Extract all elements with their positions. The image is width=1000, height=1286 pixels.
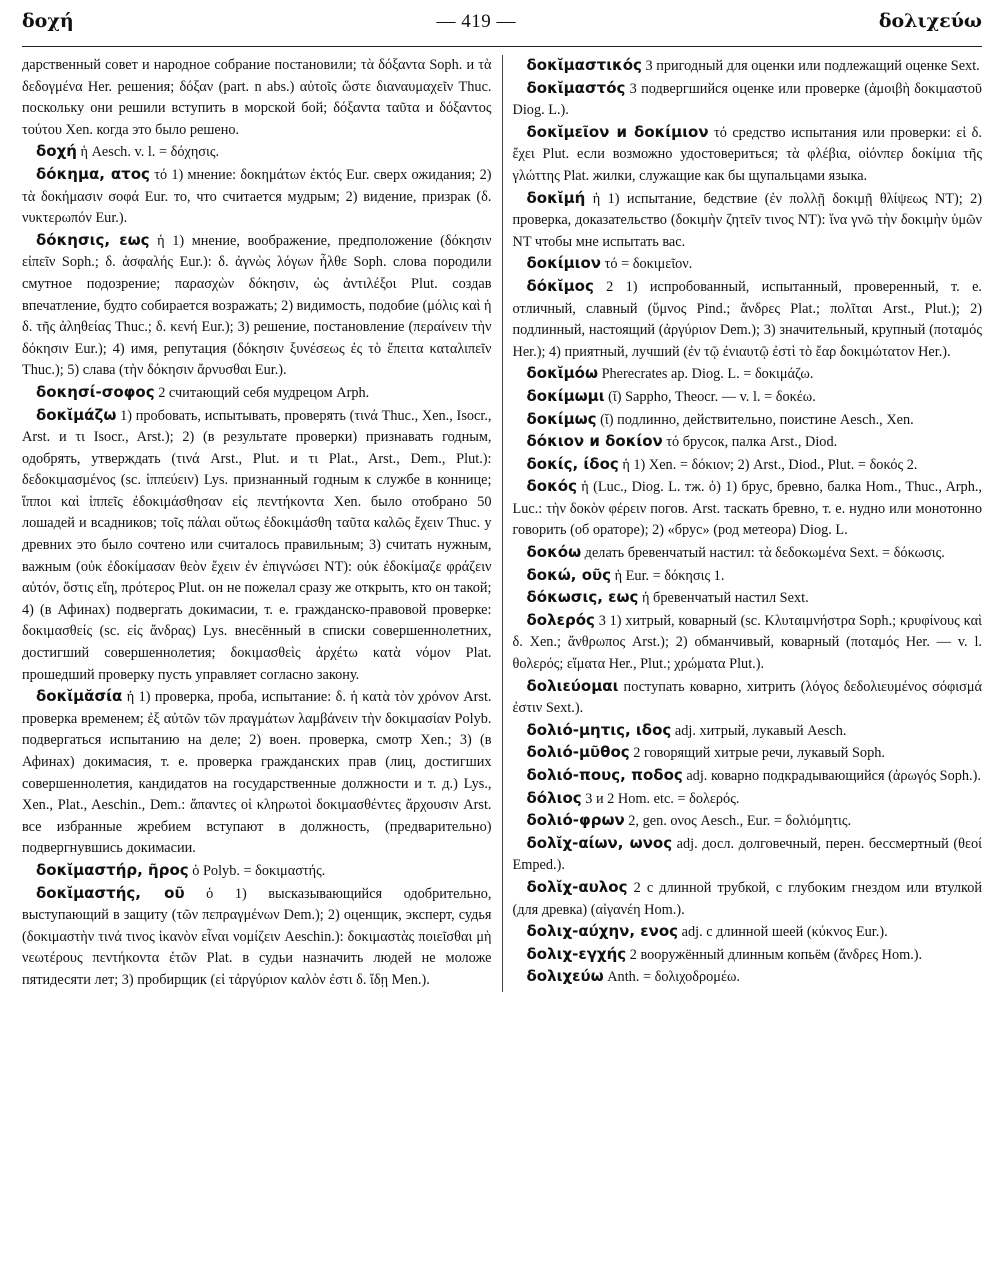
entry-headword: δολιό-μῦθος	[526, 743, 630, 762]
entry-body: ἡ 1) Xen. = δόκιον; 2) Arst., Diod., Plut. = δοκός 2.	[618, 456, 918, 473]
entry-headword: δοκίς, ίδος	[526, 454, 619, 473]
running-head-right: δολιχεύω	[878, 10, 982, 32]
entry-body: ἡ Eur. = δόκησις 1.	[611, 567, 725, 584]
entry-body: делать бревенчатый настил: τὰ δεδοκωμένα Sext. = δόκωσις.	[581, 545, 945, 562]
dictionary-entry	[513, 944, 983, 967]
entry-continuation: дарственный совет и народное собрание постановили; τὰ δόξαντα Soph. и τὰ δεδογμένα Her. решения; δόξαν (part. n abs.) αὐτοῖς ὥστε διαναυμαχεῖν Thuc. поскольку они решили вступить в морской бой; δόξαντα ταῦτα и δόξαντος τούτου Xen. когда это было решено.	[22, 57, 492, 138]
entry-body: 2 вооружённый длинным копьём (ἄνδρες Hom.).	[626, 946, 923, 963]
entry-body: 2 1) испробованный, испытанный, проверенный, т. е. отличный, славный (ὕμνος Pind.; ἄνδρες Plat.; πολῖται Arst., Plut.); 2) подлинный, настоящий (ἀργύριον Dem.); 3) значительный, крупный (ποταμός Her.); 4) приятный, лучший (ἐν τῷ ἐνιαυτῷ ἐστὶ τὸ ἔαρ δοκιμώτατον Her.).	[512, 278, 982, 360]
dictionary-entry	[513, 253, 983, 276]
entry-headword: δολιό-φρων	[526, 811, 625, 830]
dictionary-entry	[22, 405, 492, 687]
entry-headword: δολιχεύω	[526, 967, 604, 986]
dictionary-entry	[513, 610, 983, 676]
entry-headword: δολιχ-εγχής	[526, 944, 627, 963]
entry-body: τό 1) мнение: δοκημάτων ἐκτός Eur. сверх ожидания; 2) τὰ δοκήμασιν σοφά Eur. то, что считается мудрым; 2) видение, призрак (δ. νυκτερωπόν Eur.).	[22, 166, 492, 227]
entry-body: ἡ 1) испытание, бедствие (ἐν πολλῇ δοκιμῇ θλίψεως NT); 2) проверка, доказательство (δοκιμὴν ζητεῖν τινος NT): ἵνα γνῶ τὴν δοκιμὴν ὑμῶν NT чтобы мне испытать вас.	[512, 190, 982, 250]
entry-body: Pherecrates ap. Diog. L. = δοκιμάζω.	[598, 366, 814, 383]
dictionary-entry	[513, 454, 983, 477]
dictionary-entry	[513, 542, 983, 565]
entry-body: τό брусок, палка Arst., Diod.	[662, 434, 838, 451]
entry-headword: δόκωσις, εως	[526, 588, 639, 607]
entry-headword: δολῐχ-αυλος	[526, 877, 628, 896]
entry-body: ἡ Aesch. v. l. = δόχησις.	[76, 144, 220, 161]
entry-body: 1) пробовать, испытывать, проверять (τινά Thuc., Xen., Isocr., Arst. и τι Isocr., Arst.); 2) (в результате проверки) признавать годным, одобрять, утверждать (τινά Arst., Plut. и τι Plat., Arst., Dem., Plut.): δεδοκιμασμένος (sc. ἱππεύειν) Lys. признанный годным к службе в коннице; ἵπποι καὶ ἱππεῖς ἐδοκιμάσθησαν εἰς πεντήκοντα Xen. было отобрано 50 лошадей и всадников; τοῖς πάλαι οὕτως ἐδοκιμάσθη ταῦτα καλῶς ἔχειν Thuc. у древних это было сочтено или считалось правильным; 3) считать нужным, важным (οὐκ ἐδοκίμασαν θεὸν ἔχειν ἐν ἐπιγνώσει NT): οὐκ ἐδοκίμαζε φράζειν αὐτόν, ὅστις εἴη, πρότερος Plut. он не пожелал сразу же открыть, кто он такой; 4) (в Афинах) подвергать докимасии, т. е. гражданско-правовой проверке: δοκιμασθείς (sc. εἰς ἄνδρας) Lys. внесённый в списки совершеннолетних, достигший совершеннолетия; δοκιμασθεὶς ἀρχέτω κατὰ νόμον Plat. прошедший проверку пусть управляет согласно закону.	[22, 407, 492, 683]
entry-body: 3 и 2 Hom. etc. = δολερός.	[581, 790, 740, 807]
entry-headword: δόκῐμος	[526, 276, 594, 295]
entry-headword: δοκώ, οῦς	[526, 565, 612, 584]
entry-headword: δοκός	[526, 477, 577, 496]
dictionary-entry	[22, 860, 492, 883]
dictionary-entry	[22, 883, 492, 992]
dictionary-entry	[513, 55, 983, 78]
dictionary-entry	[22, 230, 492, 382]
entry-headword: δόλιος	[526, 788, 582, 807]
entry-body: adj. с длинной шеей (κύκνος Eur.).	[678, 924, 888, 941]
entry-headword: δοκησί-σοφος	[36, 382, 155, 401]
entry-headword: δοκῐμᾰσία	[36, 687, 123, 706]
entry-headword: δοκῐμαστός	[526, 78, 626, 97]
dictionary-entry	[513, 966, 983, 989]
entry-body: Anth. = δολιχοδρομέω.	[603, 969, 740, 986]
columns	[22, 55, 982, 992]
entry-headword: δόκησις, εως	[36, 230, 150, 249]
entry-body: ἡ бревенчатый настил Sext.	[638, 590, 809, 607]
entry-headword: δολῐχ-αίων, ωνος	[526, 833, 673, 852]
page-number: — 419 —	[436, 11, 516, 32]
entry-headword: δοκόω	[526, 543, 582, 562]
entry-headword: δόκημα, ατος	[36, 164, 150, 183]
entry-headword: δοκῐμεῖον и δοκίμιον	[526, 122, 709, 141]
dictionary-entry	[22, 164, 492, 230]
dictionary-entry	[513, 676, 983, 720]
entry-body: ὁ Polyb. = δοκιμαστής.	[188, 862, 326, 879]
entry-headword: δολιό-μητις, ιδος	[526, 720, 672, 739]
entry-headword: δοκῐμαστικός	[526, 56, 642, 74]
dictionary-entry	[513, 765, 983, 788]
entry-headword: δοκῐμάζω	[36, 405, 117, 424]
entry-body: 3 1) хитрый, коварный (sc. Κλυταιμνήστρα Soph.; κρυφίνους καὶ δ. Xen.; ἄνθρωπος Arst.); 2) обманчивый, коварный (ποταμός Her. — v. l. θολερός; εἵματα Her., Plut.; χρώματα Plut.).	[512, 612, 982, 673]
page-header	[22, 10, 982, 47]
entry-body: 2 считающий себя мудрецом Arph.	[154, 384, 370, 401]
dictionary-entry	[22, 382, 492, 405]
dictionary-entry	[513, 122, 983, 188]
entry-headword: δοκίμως	[526, 409, 597, 428]
dictionary-entry	[513, 386, 983, 409]
dictionary-entry	[513, 188, 983, 254]
entry-body: adj. хитрый, лукавый Aesch.	[671, 722, 847, 739]
dictionary-entry	[513, 788, 983, 811]
entry-body: adj. досл. долговечный, перен. бессмертный (θεοί Emped.).	[512, 835, 982, 874]
entry-body: 3 пригодный для оценки или подлежащий оценке Sext.	[641, 58, 980, 74]
dictionary-entry	[513, 921, 983, 944]
dictionary-entry	[513, 276, 983, 363]
entry-headword: δολερός	[526, 610, 595, 629]
left-column	[22, 55, 502, 992]
dictionary-entry	[513, 587, 983, 610]
entry-body: ὁ 1) высказывающийся одобрительно, выступающий в защиту (τῶν πεπραγμένων Dem.); 2) оценщик, эксперт, судья (δοκιμαστὴν τινά τινος ἱκανὸν εἶναι νομίζειν Aeschin.): δοκιμαστὰς ποιεῖσθαι μὴ νεωτέρους πεντήκοντα ἐτῶν Plat. в судьи назначить людей не моложе пятидесяти лет; 3) пробирщик (εἰ τἀργύριον καλὸν ἐστι δ. ἴδῃ Men.).	[22, 885, 492, 988]
dictionary-entry	[22, 141, 492, 164]
entry-headword: δοκίμωμι	[526, 386, 605, 405]
dictionary-entry	[513, 431, 983, 454]
entry-body: adj. коварно подкрадывающийся (ἀρωγός Soph.).	[682, 768, 981, 784]
running-head-left: δοχή	[22, 10, 74, 32]
entry-body: (ῐ) подлинно, действительно, поистине Aesch., Xen.	[596, 411, 914, 428]
entry-headword: δοκῐμόω	[526, 364, 598, 383]
entry-body: 2 говорящий хитрые речи, лукавый Soph.	[629, 745, 885, 762]
entry-body: ἡ 1) мнение, воображение, предположение (δόκησιν εἰπεῖν Soph.; δ. ἀσφαλής Eur.): δ. ἀγνὼς λόγων ἦλθε Soph. слова породили смутное подозрение; παρασχὼν δόκησιν, ὡς ἀντιλέξοι Plut. создав впечатление, будто собирается возражать; 2) видимость, подобие (μόλις καὶ ἡ δ. τῆς ἀληθείας Thuc.; δ. κενή Eur.); 3) решение, постановление (περαίνειν τὴν δόκησιν Eur.); 4) имя, репутация (δόκησιν ξυνέσεως ἐς τὸ ἔπειτα καταλιπεῖν Thuc.); 5) слава (τὴν δόκησιν ἄρνυσθαι Eur.).	[22, 232, 492, 379]
entry-body: ἡ 1) проверка, проба, испытание: δ. ἡ κατὰ τὸν χρόνον Arst. проверка временем; ἐξ αὐτῶν τῶν πραγμάτων λαμβάνειν τὴν δοκιμασίαν Polyb. подвергаться испытанию на деле; 2) воен. проверка, смотр Xen.; 3) (в Афинах) докимасия, т. е. проверка гражданских прав (лиц, достигших совершеннолетия, кандидатов на государственные должности и т. д.) Lys., Xen., Plat., Aeschin., Dem.: ἅπαντες οἱ κληρωτοὶ δοκιμασθέντες ἄρχουσιν Arst. все избранные жребием вступают в должность, (предварительно) подвергнувшись докимасии.	[22, 689, 492, 857]
entry-headword: δοκῐμαστήρ, ῆρος	[36, 860, 189, 879]
entry-headword: δοκῐμή	[526, 188, 586, 207]
entry-body: 2 с длинной трубкой, с глубоким гнездом или втулкой (для древка) (αἰγανέη Hom.).	[512, 879, 982, 918]
entry-body: τό = δοκιμεῖον.	[601, 256, 693, 273]
dictionary-entry	[513, 877, 983, 921]
dictionary-entry	[513, 476, 983, 542]
dictionary-entry	[513, 742, 983, 765]
entry-body: 3 подвергшийся оценке или проверке (ἀμοιβὴ δοκιμαστοῦ Diog. L.).	[512, 80, 982, 119]
entry-body: τό средство испытания или проверки: εἰ δ. ἔχει Plut. если возможно удостовериться; τὰ φλέβια, οἱόνπερ δοκίμια τῆς γλώττης Plat. жилки, служащие как бы щупальцами языка.	[512, 124, 982, 184]
dictionary-entry	[513, 363, 983, 386]
dictionary-entry	[513, 565, 983, 588]
entry-body: ἡ (Luc., Diog. L. тж. ὁ) 1) брус, бревно, балка Hom., Thuc., Arph., Luc.: τὴν δοκὸν φέρειν погов. Arst. таскать бревно, т. е. нудно или монотонно говорить (об ораторе); 2) «брус» (род метеора) Diog. L.	[512, 479, 982, 539]
dictionary-entry	[513, 810, 983, 833]
entry-headword: δολιεύομαι	[526, 676, 619, 695]
dictionary-entry	[513, 833, 983, 877]
entry-body: (ῐ) Sappho, Theocr. — v. l. = δοκέω.	[604, 388, 816, 405]
entry-headword: δολιχ-αύχην, ενος	[526, 922, 679, 941]
right-column	[502, 55, 983, 992]
dictionary-entry	[22, 686, 492, 860]
entry-body: 2, gen. ονος Aesch., Eur. = δολιόμητις.	[624, 813, 852, 830]
entry-headword: δοκῐμαστής, οῦ	[36, 883, 185, 902]
dictionary-entry	[513, 78, 983, 122]
entry-headword: δόκιον и δοκίον	[526, 432, 663, 451]
entry-headword: δοκίμιον	[526, 254, 602, 273]
entry-body: поступать коварно, хитрить (λόγος δεδολιευμένος σόφισμά ἐστιν Sext.).	[512, 678, 982, 717]
dictionary-entry	[513, 409, 983, 432]
entry-headword: δοχή	[36, 142, 77, 161]
dictionary-entry	[513, 720, 983, 743]
entry-headword: δολιό-πους, ποδος	[526, 766, 683, 784]
